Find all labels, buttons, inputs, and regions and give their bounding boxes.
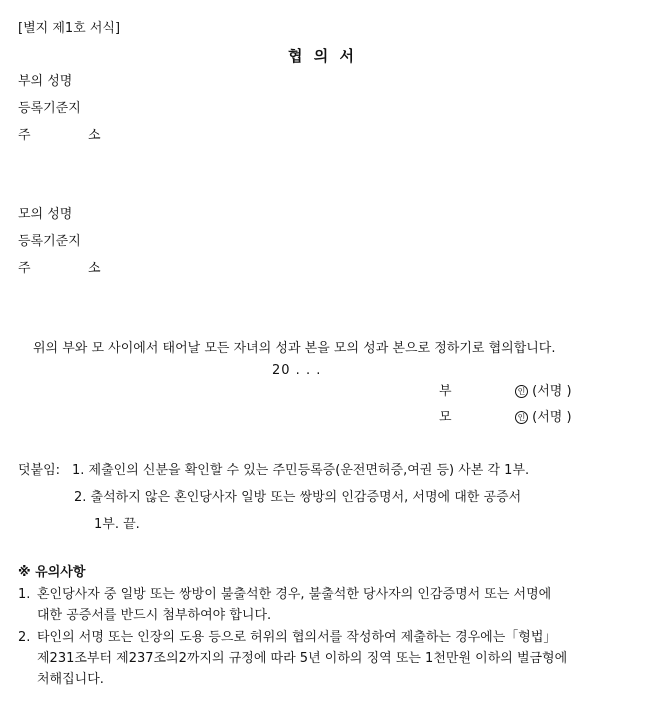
seal-icon: 인 xyxy=(515,385,528,398)
father-registry-label: 등록기준지 xyxy=(18,101,81,116)
notice-item-2-line-3: 처해집니다. xyxy=(37,672,104,687)
attachments-label: 덧붙임: xyxy=(18,463,61,478)
seal-icon: 인 xyxy=(515,411,528,424)
father-name-label: 부의 성명 xyxy=(18,74,73,89)
attachment-item-1: 1. 제출인의 신분을 확인할 수 있는 주민등록증(운전면허증,여권 등) 사본 각 1부. xyxy=(72,463,530,478)
mother-address-label-part2: 소 xyxy=(88,261,101,276)
attachment-item-2-continued: 1부. 끝. xyxy=(94,517,140,532)
attachment-item-2: 2. 출석하지 않은 혼인당사자 일방 또는 쌍방의 인감증명서, 서명에 대한 공증서 xyxy=(74,490,522,505)
mother-name-label: 모의 성명 xyxy=(18,207,73,222)
mother-sign-text: (서명 ) xyxy=(532,410,572,425)
father-seal-sign xyxy=(515,384,572,400)
document-title: 협 의 서 xyxy=(288,47,357,65)
mother-signature-role: 모 xyxy=(439,410,452,425)
notice-item-2-number: 2. xyxy=(18,630,31,645)
notice-item-1-line-1: 혼인당사자 중 일방 또는 쌍방이 불출석한 경우, 불출석한 당사자의 인감증명서 또는 서명에 xyxy=(37,587,552,602)
mother-address-label xyxy=(18,261,101,277)
notice-heading: ※ 유의사항 xyxy=(18,565,86,580)
father-sign-text: (서명 ) xyxy=(532,384,572,399)
notice-item-1-line-2: 대한 공증서를 반드시 첨부하여야 합니다. xyxy=(37,608,272,623)
notice-item-2-line-2: 제231조부터 제237조의2까지의 규정에 따라 5년 이하의 징역 또는 1천만원 이하의 벌금형에 xyxy=(37,651,568,666)
father-address-label xyxy=(18,128,101,144)
father-address-label-part2: 소 xyxy=(88,128,101,143)
notice-item-1-number: 1. xyxy=(18,587,31,602)
agreement-statement: 위의 부와 모 사이에서 태어날 모든 자녀의 성과 본을 모의 성과 본으로 정하기로 협의합니다. xyxy=(33,341,556,356)
father-address-label-part1: 주 xyxy=(18,128,31,143)
notice-item-2-line-1: 타인의 서명 또는 인장의 도용 등으로 허위의 협의서를 작성하여 제출하는 경우에는「형법」 xyxy=(37,630,557,645)
mother-seal-sign xyxy=(515,410,572,426)
mother-registry-label: 등록기준지 xyxy=(18,234,81,249)
father-signature-role: 부 xyxy=(439,384,452,399)
date-line: 20 . . . xyxy=(272,363,322,378)
mother-address-label-part1: 주 xyxy=(18,261,31,276)
form-number-tag: [별지 제1호 서식] xyxy=(18,21,121,36)
